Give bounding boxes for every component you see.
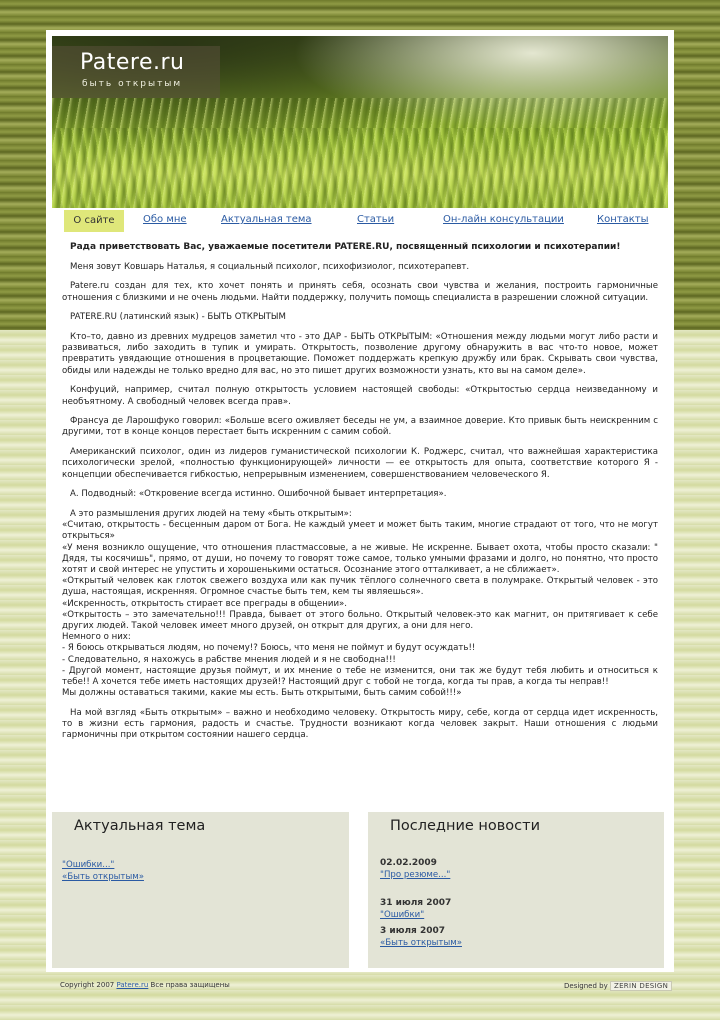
designed-by	[564, 981, 672, 991]
footer	[0, 972, 720, 1020]
news-panel	[368, 812, 664, 968]
nav-item-about-me[interactable]: Обо мне	[143, 214, 187, 225]
thought-line: - Следовательно, я нахожусь в рабстве мнения людей и я не свободна!!!	[62, 654, 396, 665]
page-container	[46, 30, 674, 972]
main-nav	[46, 210, 674, 232]
thought-line: А это размышления других людей на тему «быть открытым»:	[70, 508, 352, 519]
news-link[interactable]: "Про резюме..."	[380, 870, 451, 880]
news-link[interactable]: «Быть открытым»	[380, 938, 462, 948]
designed-by-label: Designed by	[564, 982, 608, 990]
thoughts-block	[62, 509, 658, 699]
paragraph: Конфуций, например, считал полную открытость условием настоящей свободы: «Открытостью сердца неизведанному и необъятному. А свободный человек всегда прав».	[62, 385, 658, 407]
thought-line: Мы должны оставаться такими, какие мы есть. Быть открытыми, быть самим собой!!!»	[62, 688, 462, 699]
thought-line: «У меня возникло ощущение, что отношения пластмассовые, а не живые. Не искренне. Бывает охота, чтобы просто сказали: " Дядя, ты косячишь", прямо, от души, но почему то говорят тоже самое, только умными фразами и долго, но понятно, что просто хотят и свой интерес не упустить и хорошенькими остаться. Осознание этого отталкивает, а не сближает».	[62, 542, 658, 575]
thought-line: «Искренность, открытость стирает все преграды в общении».	[62, 598, 348, 609]
news-link[interactable]: "Ошибки"	[380, 910, 425, 920]
thought-line: «Открытый человек как глоток свежего воздуха или как пучик тёплого солнечного света в полумраке. Открытый человек - это душа, настоящая, искренняя. Огромное счастье быть тем, кем ты являешься».	[62, 576, 658, 598]
news-date: 3 июля 2007	[380, 926, 446, 936]
paragraph: Американский психолог, один из лидеров гуманистической психологии К. Роджерс, считал, что важнейшая характеристика психологически зрелой, «полностью функционирующей» личности — ее открытость для опыта, соответствие которого Я - концепции обеспечивается гибкостью, непрерывным изменением, совершенствованием человеческого Я.	[62, 447, 658, 480]
site-tagline: быть открытым	[82, 79, 183, 89]
grass-image-layer	[52, 128, 668, 208]
nav-item-contacts[interactable]: Контакты	[597, 214, 649, 225]
thought-line: «Считаю, открытость - бесценным даром от Бога. Не каждый умеет и может быть таким, многие страдают от того, что не могут открыться»	[62, 520, 658, 542]
paragraph: На мой взгляд «Быть открытым» – важно и необходимо человеку. Открытость миру, себе, когда от сердца идет искренность, то в жизни есть гармония, радость и счастье. Трудности возникают когда человек закрыт. Наши отношения с людьми гармоничны при открытом состоянии нашего сердца.	[62, 707, 658, 741]
copyright	[60, 981, 230, 989]
topical-title: Актуальная тема	[74, 818, 206, 834]
nav-item-topical[interactable]: Актуальная тема	[221, 214, 312, 225]
nav-item-about-site[interactable]: О сайте	[64, 210, 124, 232]
designer-badge[interactable]: ZERIN DESIGN	[610, 981, 672, 991]
thought-line: «Открытость – это замечательно!!! Правда, бывает от этого больно. Открытый человек-это как магнит, он притягивает к себе других людей. Такой человек имеет много друзей, он открыт для других, а они для него.	[62, 609, 658, 631]
topical-panel	[52, 812, 349, 968]
site-logo[interactable]: Patere.ru	[80, 50, 185, 75]
topical-link[interactable]: «Быть открытым»	[62, 872, 144, 882]
paragraph: Франсуа де Ларошфуко говорил: «Больше всего оживляет беседы не ум, а взаимное доверие. Кто привык быть неискренним с другими, тот в конце концов перестает быть искренним с самим собой.	[62, 416, 658, 438]
paragraph: Меня зовут Ковшарь Наталья, я социальный психолог, психофизиолог, психотерапевт.	[70, 261, 470, 272]
news-title: Последние новости	[390, 818, 541, 834]
greeting: Рада приветствовать Вас, уважаемые посетители PATERE.RU, посвященный психологии и психотерапии!	[70, 242, 621, 252]
paragraph: PATERE.RU (латинский язык) - БЫТЬ ОТКРЫТЫМ	[70, 312, 286, 323]
thought-line: - Другой момент, настоящие друзья поймут, и их мнение о тебе не изменится, они так же будут тебя любить и относиться к тебе!! А хочется тебе иметь настоящих друзей!? Настоящий друг с тобой не тогда, когда ты прав, а когда ты неправ!!	[62, 665, 658, 687]
header-banner	[52, 36, 668, 208]
thought-line: - Я боюсь открываться людям, но почему!? Боюсь, что меня не поймут и будут осуждать!!	[62, 643, 476, 654]
main-content	[62, 242, 658, 750]
paragraph: Кто–то, давно из древних мудрецов заметил что - это ДАР - БЫТЬ ОТКРЫТЫМ: «Отношения между людьми могут либо расти и развиваться, либо заходить в тупик и умирать. Открытость, позволение другому обнаружить в вас что-то новое, может превратить увядающие отношения в процветающие. Поможет поддержать крепкую дружбу или брак. Скрывать свои чувства, обиды или надежды не только вредно для вас, но это пишет других возможности узнать, кто вы на самом деле».	[62, 332, 658, 376]
rights-text: Все права защищены	[150, 981, 230, 989]
nav-item-consultations[interactable]: Он-лайн консультации	[443, 214, 564, 225]
news-date: 02.02.2009	[380, 858, 437, 868]
paragraph: Patere.ru создан для тех, кто хочет понять и принять себя, осознать свои чувства и желания, построить гармоничные отношения с близкими и не очень людьми. Найти поддержку, получить помощь специалиста в разрешении сложной ситуации.	[62, 281, 658, 303]
topical-link[interactable]: "Ошибки..."	[62, 860, 115, 870]
paragraph: А. Подводный: «Откровение всегда истинно. Ошибочной бывает интерпретация».	[70, 489, 447, 500]
copyright-text: Copyright 2007	[60, 981, 115, 989]
footer-site-link[interactable]: Patere.ru	[116, 981, 149, 989]
nav-item-articles[interactable]: Статьи	[357, 214, 395, 225]
news-date: 31 июля 2007	[380, 898, 452, 908]
thought-line: Немного о них:	[62, 632, 131, 643]
